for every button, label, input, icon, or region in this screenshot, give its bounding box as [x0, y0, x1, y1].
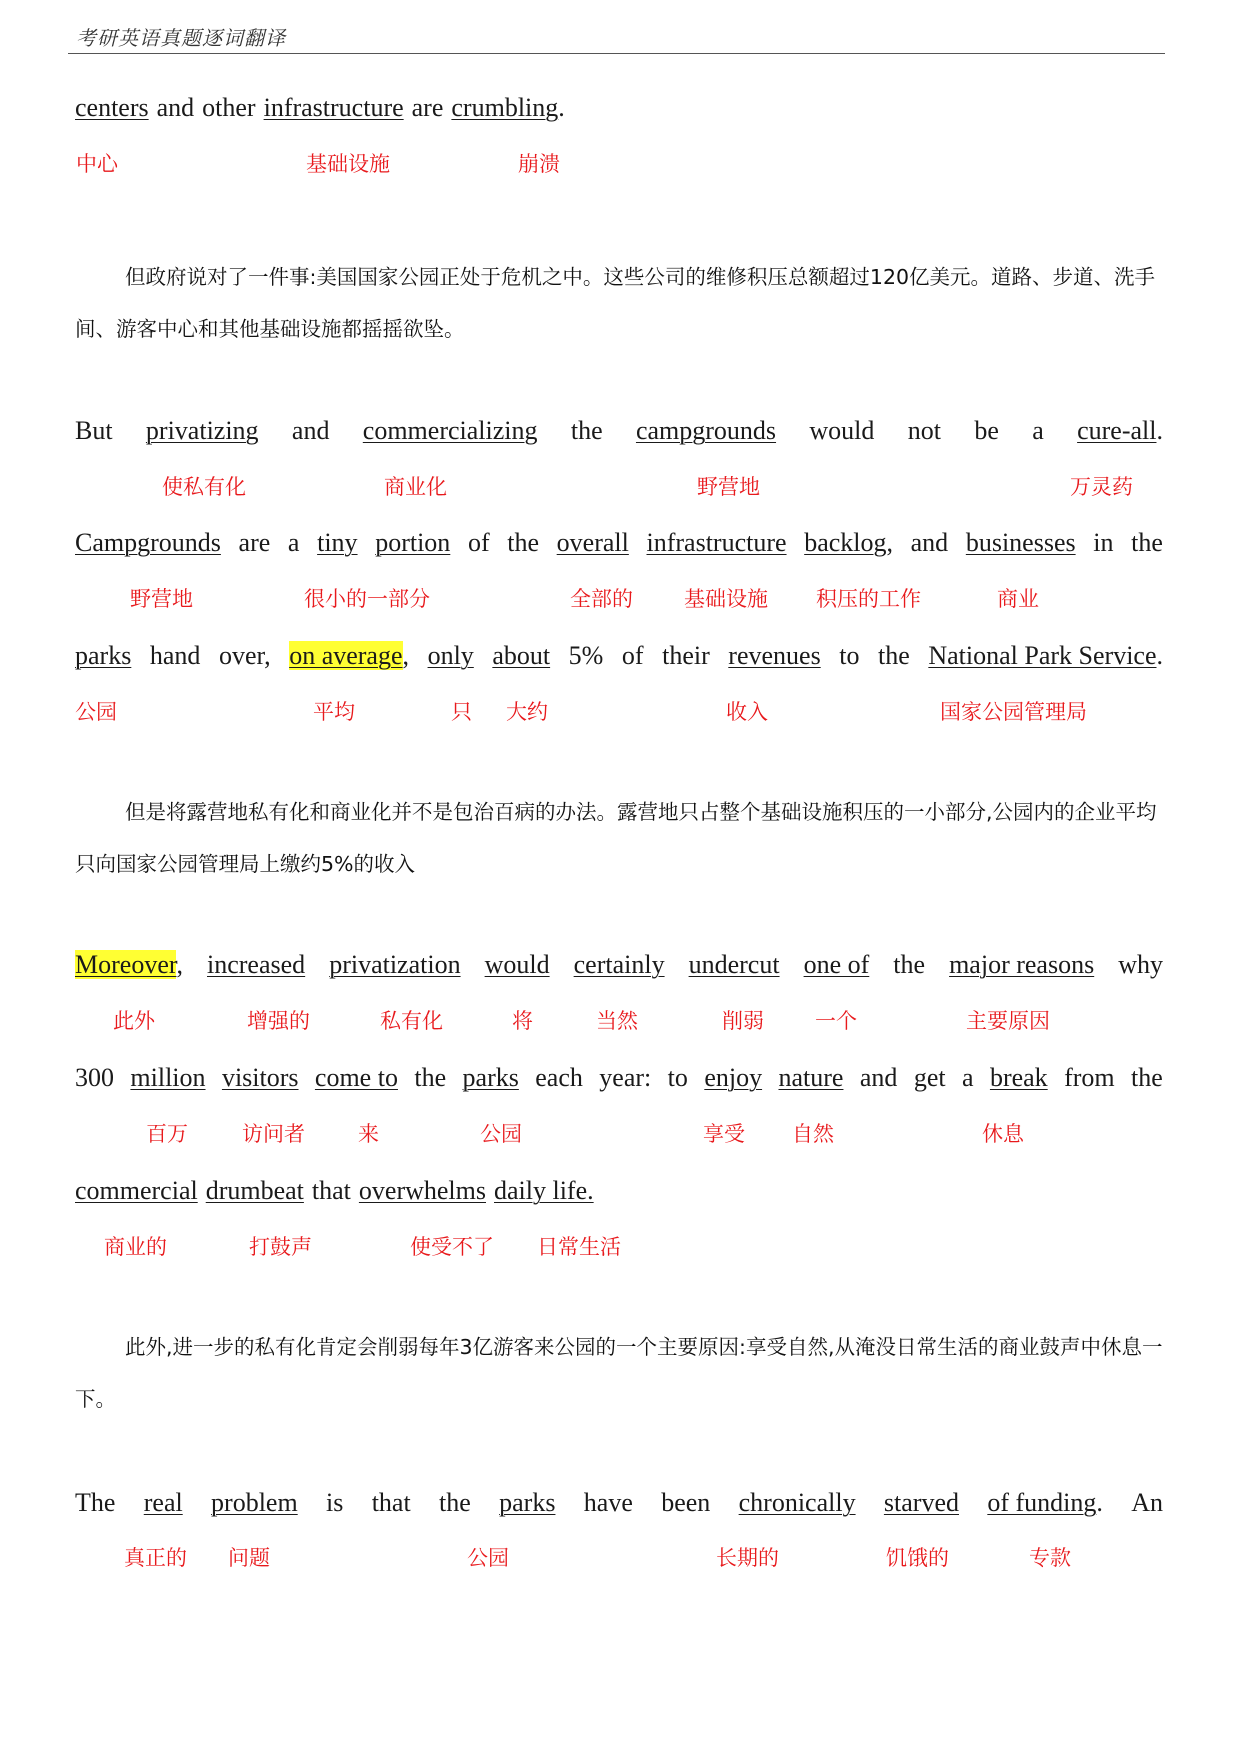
- red-gloss: 基础设施: [684, 587, 768, 611]
- red-gloss: 一个: [815, 1009, 857, 1033]
- english-word: [146, 415, 259, 447]
- red-gloss: 基础设施: [306, 152, 390, 176]
- english-word: [507, 527, 539, 559]
- underlined-vocab-word: would: [484, 950, 550, 979]
- word-text: the: [878, 641, 910, 670]
- english-word: [157, 92, 195, 124]
- english-word: [689, 949, 780, 981]
- english-word: [292, 415, 330, 447]
- underlined-vocab-word: parks: [75, 641, 132, 670]
- word-text: in: [1093, 528, 1114, 557]
- english-line: [75, 1175, 1163, 1207]
- english-word: [1131, 1062, 1163, 1094]
- english-word: [987, 1487, 1103, 1519]
- english-word: [860, 1062, 898, 1094]
- english-word: [661, 1487, 710, 1519]
- word-text: are: [238, 528, 271, 557]
- red-gloss: 大约: [506, 700, 548, 724]
- english-word: [1077, 415, 1163, 447]
- underlined-vocab-word: businesses: [965, 528, 1076, 557]
- english-line: [75, 640, 1163, 672]
- red-gloss: 只: [451, 700, 472, 724]
- english-word: [704, 1062, 762, 1094]
- red-gloss: 收入: [726, 700, 768, 724]
- english-word: [990, 1062, 1048, 1094]
- english-word: [75, 92, 149, 124]
- underlined-vocab-word: privatization: [329, 950, 461, 979]
- word-text: each: [535, 1063, 583, 1092]
- word-text: to: [667, 1063, 688, 1092]
- english-word: [1032, 415, 1044, 447]
- english-word: [315, 1062, 398, 1094]
- underlined-vocab-word: Moreover: [75, 950, 177, 979]
- word-text: is: [326, 1488, 344, 1517]
- red-gloss: 自然: [792, 1122, 834, 1146]
- red-gloss: 使私有化: [162, 475, 246, 499]
- english-word: [499, 1487, 555, 1519]
- underlined-vocab-word: parks: [462, 1063, 519, 1092]
- word-text: their: [662, 641, 710, 670]
- red-gloss: 长期的: [716, 1546, 779, 1570]
- english-word: [1064, 1062, 1115, 1094]
- underlined-vocab-word: real: [143, 1488, 183, 1517]
- english-word: [966, 527, 1076, 559]
- english-word: [974, 415, 999, 447]
- red-gloss: 削弱: [722, 1009, 764, 1033]
- word-text: the: [570, 416, 603, 445]
- english-word: [809, 415, 874, 447]
- running-header: 考研英语真题逐词翻译: [76, 26, 286, 50]
- chinese-translation: 但政府说对了一件事:美国国家公园正处于危机之中。这些公司的维修积压总额超过120亿美元。道路、步道、洗手间、游客中心和其他基础设施都摇摇欲坠。: [75, 265, 1156, 341]
- word-text: a: [1032, 416, 1044, 445]
- word-text: the: [507, 528, 540, 557]
- underlined-vocab-word: break: [989, 1063, 1048, 1092]
- red-gloss: 当然: [596, 1009, 638, 1033]
- english-word: [372, 1487, 411, 1519]
- red-gloss: 崩溃: [518, 152, 560, 176]
- red-gloss: 此外: [113, 1009, 155, 1033]
- word-text: from: [1064, 1063, 1115, 1092]
- word-text: An: [1131, 1488, 1163, 1517]
- red-gloss: 真正的: [124, 1546, 187, 1570]
- red-gloss: 使受不了: [410, 1235, 494, 1259]
- english-word: [428, 640, 474, 672]
- underlined-vocab-word: overall: [556, 528, 629, 557]
- red-gloss: 中心: [76, 152, 118, 176]
- english-word: [75, 1175, 198, 1207]
- english-word: [494, 1175, 594, 1207]
- red-gloss: 公园: [480, 1122, 522, 1146]
- english-word: [492, 640, 550, 672]
- english-word: [359, 1175, 486, 1207]
- red-gloss: 主要原因: [966, 1009, 1050, 1033]
- english-word: [914, 1062, 946, 1094]
- red-gloss: 增强的: [247, 1009, 310, 1033]
- red-gloss: 积压的工作: [816, 587, 921, 611]
- word-text: the: [893, 950, 926, 979]
- english-word: [911, 527, 949, 559]
- english-word: [557, 527, 629, 559]
- english-line: [75, 415, 1163, 447]
- word-text: But: [75, 416, 113, 445]
- english-word: [75, 415, 113, 447]
- english-word: [622, 640, 644, 672]
- red-gloss: 打鼓声: [249, 1235, 312, 1259]
- underlined-vocab-word: commercial: [75, 1176, 198, 1205]
- english-word: [363, 415, 538, 447]
- english-line: [75, 92, 1163, 124]
- red-gloss: 很小的一部分: [304, 587, 430, 611]
- english-word: [599, 1062, 651, 1094]
- english-word: [662, 640, 710, 672]
- underlined-vocab-word: problem: [211, 1488, 298, 1517]
- underlined-vocab-word: major reasons: [949, 950, 1095, 979]
- english-word: [1118, 949, 1163, 981]
- red-gloss: 问题: [228, 1546, 270, 1570]
- red-gloss: 平均: [313, 700, 355, 724]
- punctuation: .: [1096, 1488, 1103, 1517]
- punctuation: ,: [402, 641, 410, 670]
- word-text: that: [311, 1176, 351, 1205]
- underlined-vocab-word: about: [492, 641, 551, 670]
- header-rule: [68, 53, 1165, 54]
- english-word: [584, 1487, 633, 1519]
- red-gloss: 饥饿的: [886, 1546, 949, 1570]
- red-gloss: 野营地: [130, 587, 193, 611]
- english-word: [535, 1062, 583, 1094]
- underlined-vocab-word: undercut: [688, 950, 780, 979]
- word-text: and: [291, 416, 330, 445]
- english-word: [75, 640, 131, 672]
- red-gloss: 休息: [982, 1122, 1024, 1146]
- underlined-vocab-word: drumbeat: [205, 1176, 304, 1205]
- chinese-translation: 但是将露营地私有化和商业化并不是包治百病的办法。露营地只占整个基础设施积压的一小部分,公园内的企业平均只向国家公园管理局上缴约5%的收入: [75, 800, 1157, 876]
- punctuation: .: [1156, 641, 1163, 670]
- word-text: are: [411, 93, 444, 122]
- english-word: [329, 949, 460, 981]
- english-word: [317, 527, 357, 559]
- underlined-vocab-word: starved: [883, 1488, 959, 1517]
- english-word: [289, 640, 409, 672]
- punctuation: .: [558, 93, 565, 122]
- word-text: been: [661, 1488, 711, 1517]
- word-text: hand: [149, 641, 201, 670]
- word-text: why: [1118, 950, 1163, 979]
- red-gloss: 国家公园管理局: [940, 700, 1087, 724]
- english-word: [202, 92, 255, 124]
- english-word: [75, 1487, 115, 1519]
- underlined-vocab-word: come to: [314, 1063, 398, 1092]
- word-text: a: [961, 1063, 974, 1092]
- red-gloss: 商业的: [104, 1235, 167, 1259]
- underlined-vocab-word: crumbling: [451, 93, 559, 122]
- english-word: [130, 1062, 205, 1094]
- red-gloss: 来: [358, 1122, 379, 1146]
- english-word: [239, 527, 271, 559]
- english-word: [222, 1062, 299, 1094]
- underlined-vocab-word: one of: [803, 950, 870, 979]
- english-line: [75, 1487, 1163, 1519]
- underlined-vocab-word: nature: [778, 1063, 844, 1092]
- chinese-translation: 此外,进一步的私有化肯定会削弱每年3亿游客来公园的一个主要原因:享受自然,从淹没日常生活的商业鼓声中休息一下。: [75, 1335, 1163, 1411]
- english-word: [326, 1487, 343, 1519]
- english-line: [75, 949, 1163, 981]
- underlined-vocab-word: on average: [289, 641, 403, 670]
- word-text: and: [156, 93, 195, 122]
- english-line: [75, 527, 1163, 559]
- red-gloss: 野营地: [697, 475, 760, 499]
- red-gloss: 百万: [146, 1122, 188, 1146]
- english-word: [150, 640, 201, 672]
- word-text: and: [859, 1063, 898, 1092]
- english-word: [288, 527, 300, 559]
- english-word: [949, 949, 1094, 981]
- underlined-vocab-word: National Park Service: [928, 641, 1157, 670]
- word-text: be: [974, 416, 999, 445]
- red-gloss: 将: [512, 1009, 533, 1033]
- underlined-vocab-word: infrastructure: [646, 528, 787, 557]
- underlined-vocab-word: tiny: [317, 528, 358, 557]
- word-text: the: [439, 1488, 471, 1517]
- word-text: a: [287, 528, 300, 557]
- english-word: [1131, 1487, 1163, 1519]
- english-word: [207, 949, 305, 981]
- english-word: [636, 415, 776, 447]
- word-text: of: [621, 641, 644, 670]
- word-text: get: [913, 1063, 946, 1092]
- red-gloss: 商业化: [384, 475, 447, 499]
- english-word: [412, 92, 444, 124]
- english-word: [928, 640, 1163, 672]
- word-text: other: [202, 93, 256, 122]
- english-word: [264, 92, 404, 124]
- underlined-vocab-word: backlog: [804, 528, 887, 557]
- underlined-vocab-word: chronically: [738, 1488, 856, 1517]
- english-word: [414, 1062, 446, 1094]
- english-word: [219, 640, 271, 672]
- word-text: not: [907, 416, 941, 445]
- word-text: would: [809, 416, 875, 445]
- english-word: [206, 1175, 304, 1207]
- word-text: year:: [599, 1063, 652, 1092]
- underlined-vocab-word: privatizing: [145, 416, 259, 445]
- english-word: [839, 640, 859, 672]
- english-word: [884, 1487, 959, 1519]
- english-word: [647, 527, 787, 559]
- word-text: the: [1131, 528, 1163, 557]
- english-line: [75, 1062, 1163, 1094]
- english-word: [893, 949, 925, 981]
- english-word: [375, 527, 450, 559]
- word-text: over,: [218, 641, 271, 670]
- underlined-vocab-word: Campgrounds: [75, 528, 221, 557]
- red-gloss: 公园: [467, 1546, 509, 1570]
- underlined-vocab-word: overwhelms: [358, 1176, 486, 1205]
- english-word: [962, 1062, 974, 1094]
- english-word: [468, 527, 490, 559]
- english-word: [144, 1487, 183, 1519]
- english-word: [908, 415, 941, 447]
- punctuation: .: [1156, 416, 1163, 445]
- word-text: the: [414, 1063, 447, 1092]
- underlined-vocab-word: of funding: [987, 1488, 1097, 1517]
- underlined-vocab-word: commercializing: [362, 416, 538, 445]
- english-word: [75, 1062, 114, 1094]
- punctuation: ,: [886, 528, 893, 557]
- underlined-vocab-word: campgrounds: [635, 416, 777, 445]
- english-word: [574, 949, 665, 981]
- english-word: [804, 527, 893, 559]
- word-text: of: [467, 528, 490, 557]
- english-word: [728, 640, 820, 672]
- red-gloss: 公园: [75, 700, 117, 724]
- red-gloss: 万灵药: [1070, 475, 1133, 499]
- underlined-vocab-word: centers: [75, 93, 149, 122]
- word-text: 300: [75, 1063, 114, 1092]
- english-word: [451, 92, 564, 124]
- english-word: [571, 415, 603, 447]
- underlined-vocab-word: cure-all: [1077, 416, 1157, 445]
- underlined-vocab-word: portion: [375, 528, 451, 557]
- english-word: [463, 1062, 519, 1094]
- english-word: [804, 949, 870, 981]
- english-word: [1131, 527, 1163, 559]
- english-word: [739, 1487, 856, 1519]
- red-gloss: 享受: [703, 1122, 745, 1146]
- english-word: [1093, 527, 1113, 559]
- red-gloss: 商业: [997, 587, 1039, 611]
- red-gloss: 日常生活: [537, 1235, 621, 1259]
- english-word: [211, 1487, 298, 1519]
- underlined-vocab-word: infrastructure: [263, 93, 404, 122]
- word-text: The: [75, 1488, 116, 1517]
- underlined-vocab-word: revenues: [728, 641, 821, 670]
- word-text: 5%: [568, 641, 604, 670]
- english-word: [312, 1175, 351, 1207]
- word-text: that: [371, 1488, 411, 1517]
- english-word: [75, 527, 221, 559]
- word-text: the: [1131, 1063, 1163, 1092]
- underlined-vocab-word: visitors: [221, 1063, 299, 1092]
- english-word: [569, 640, 604, 672]
- underlined-vocab-word: certainly: [573, 950, 665, 979]
- red-gloss: 全部的: [570, 587, 633, 611]
- red-gloss: 访问者: [242, 1122, 305, 1146]
- english-word: [439, 1487, 471, 1519]
- underlined-vocab-word: daily life.: [494, 1176, 594, 1205]
- underlined-vocab-word: parks: [499, 1488, 556, 1517]
- underlined-vocab-word: increased: [207, 950, 306, 979]
- word-text: and: [910, 528, 949, 557]
- red-gloss: 私有化: [380, 1009, 443, 1033]
- underlined-vocab-word: million: [130, 1063, 206, 1092]
- english-word: [485, 949, 550, 981]
- word-text: have: [583, 1488, 633, 1517]
- punctuation: ,: [176, 950, 183, 979]
- english-word: [75, 949, 183, 981]
- english-word: [878, 640, 910, 672]
- underlined-vocab-word: only: [427, 641, 474, 670]
- word-text: to: [839, 641, 860, 670]
- underlined-vocab-word: enjoy: [704, 1063, 763, 1092]
- english-word: [668, 1062, 688, 1094]
- red-gloss: 专款: [1029, 1546, 1071, 1570]
- english-word: [778, 1062, 843, 1094]
